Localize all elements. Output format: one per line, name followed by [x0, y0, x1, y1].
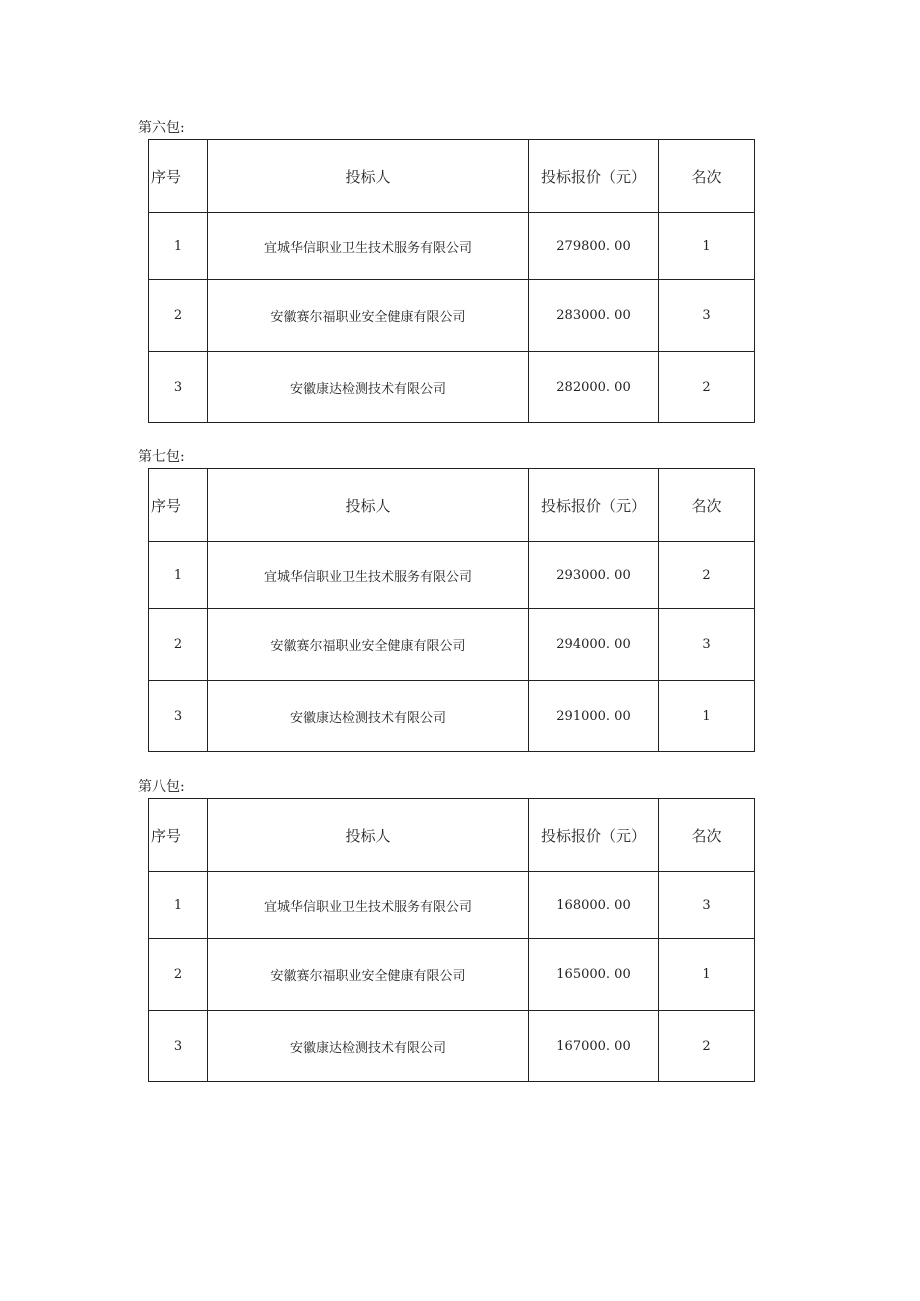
table-header-row: [149, 140, 755, 213]
table-row: [149, 542, 755, 609]
cell-price: 167000. 00: [529, 1011, 659, 1082]
cell-rank: 2: [659, 352, 755, 423]
header-bidder: 投标人: [208, 799, 529, 872]
header-bidder: 投标人: [208, 140, 529, 213]
cell-rank: 2: [659, 1011, 755, 1082]
table-row: [149, 1011, 755, 1082]
table-header-row: [149, 469, 755, 542]
table-row: [149, 213, 755, 280]
package-title: 第七包:: [138, 449, 185, 465]
cell-seq: 1: [149, 213, 208, 280]
cell-price: 293000. 00: [529, 542, 659, 609]
table-header-row: [149, 799, 755, 872]
header-seq: 序号: [149, 469, 208, 542]
cell-rank: 1: [659, 213, 755, 280]
cell-rank: 1: [659, 939, 755, 1011]
header-seq: 序号: [149, 799, 208, 872]
cell-price: 283000. 00: [529, 280, 659, 352]
cell-bidder: 安徽康达检测技术有限公司: [208, 1011, 529, 1082]
cell-seq: 1: [149, 872, 208, 939]
cell-bidder: 安徽康达检测技术有限公司: [208, 681, 529, 752]
table-row: [149, 352, 755, 423]
header-price: 投标报价（元）: [529, 799, 659, 872]
bid-table: [148, 139, 755, 423]
cell-price: 294000. 00: [529, 609, 659, 681]
table-row: [149, 872, 755, 939]
cell-bidder: 宜城华信职业卫生技术服务有限公司: [208, 213, 529, 280]
header-price: 投标报价（元）: [529, 469, 659, 542]
cell-seq: 2: [149, 609, 208, 681]
cell-rank: 3: [659, 609, 755, 681]
header-rank: 名次: [659, 799, 755, 872]
cell-bidder: 安徽赛尔福职业安全健康有限公司: [208, 280, 529, 352]
header-rank: 名次: [659, 469, 755, 542]
cell-bidder: 宜城华信职业卫生技术服务有限公司: [208, 542, 529, 609]
cell-rank: 2: [659, 542, 755, 609]
cell-price: 282000. 00: [529, 352, 659, 423]
cell-price: 168000. 00: [529, 872, 659, 939]
cell-seq: 2: [149, 280, 208, 352]
bid-table: [148, 468, 755, 752]
cell-bidder: 安徽赛尔福职业安全健康有限公司: [208, 939, 529, 1011]
table-row: [149, 280, 755, 352]
cell-rank: 3: [659, 872, 755, 939]
cell-rank: 1: [659, 681, 755, 752]
cell-price: 165000. 00: [529, 939, 659, 1011]
table-row: [149, 939, 755, 1011]
cell-price: 291000. 00: [529, 681, 659, 752]
header-bidder: 投标人: [208, 469, 529, 542]
cell-seq: 2: [149, 939, 208, 1011]
cell-bidder: 安徽康达检测技术有限公司: [208, 352, 529, 423]
cell-bidder: 安徽赛尔福职业安全健康有限公司: [208, 609, 529, 681]
package-title: 第八包:: [138, 779, 185, 795]
header-seq: 序号: [149, 140, 208, 213]
header-rank: 名次: [659, 140, 755, 213]
cell-seq: 1: [149, 542, 208, 609]
cell-seq: 3: [149, 681, 208, 752]
table-row: [149, 681, 755, 752]
cell-seq: 3: [149, 1011, 208, 1082]
cell-seq: 3: [149, 352, 208, 423]
cell-bidder: 宜城华信职业卫生技术服务有限公司: [208, 872, 529, 939]
cell-price: 279800. 00: [529, 213, 659, 280]
bid-table: [148, 798, 755, 1082]
header-price: 投标报价（元）: [529, 140, 659, 213]
table-row: [149, 609, 755, 681]
cell-rank: 3: [659, 280, 755, 352]
package-title: 第六包:: [138, 120, 185, 136]
